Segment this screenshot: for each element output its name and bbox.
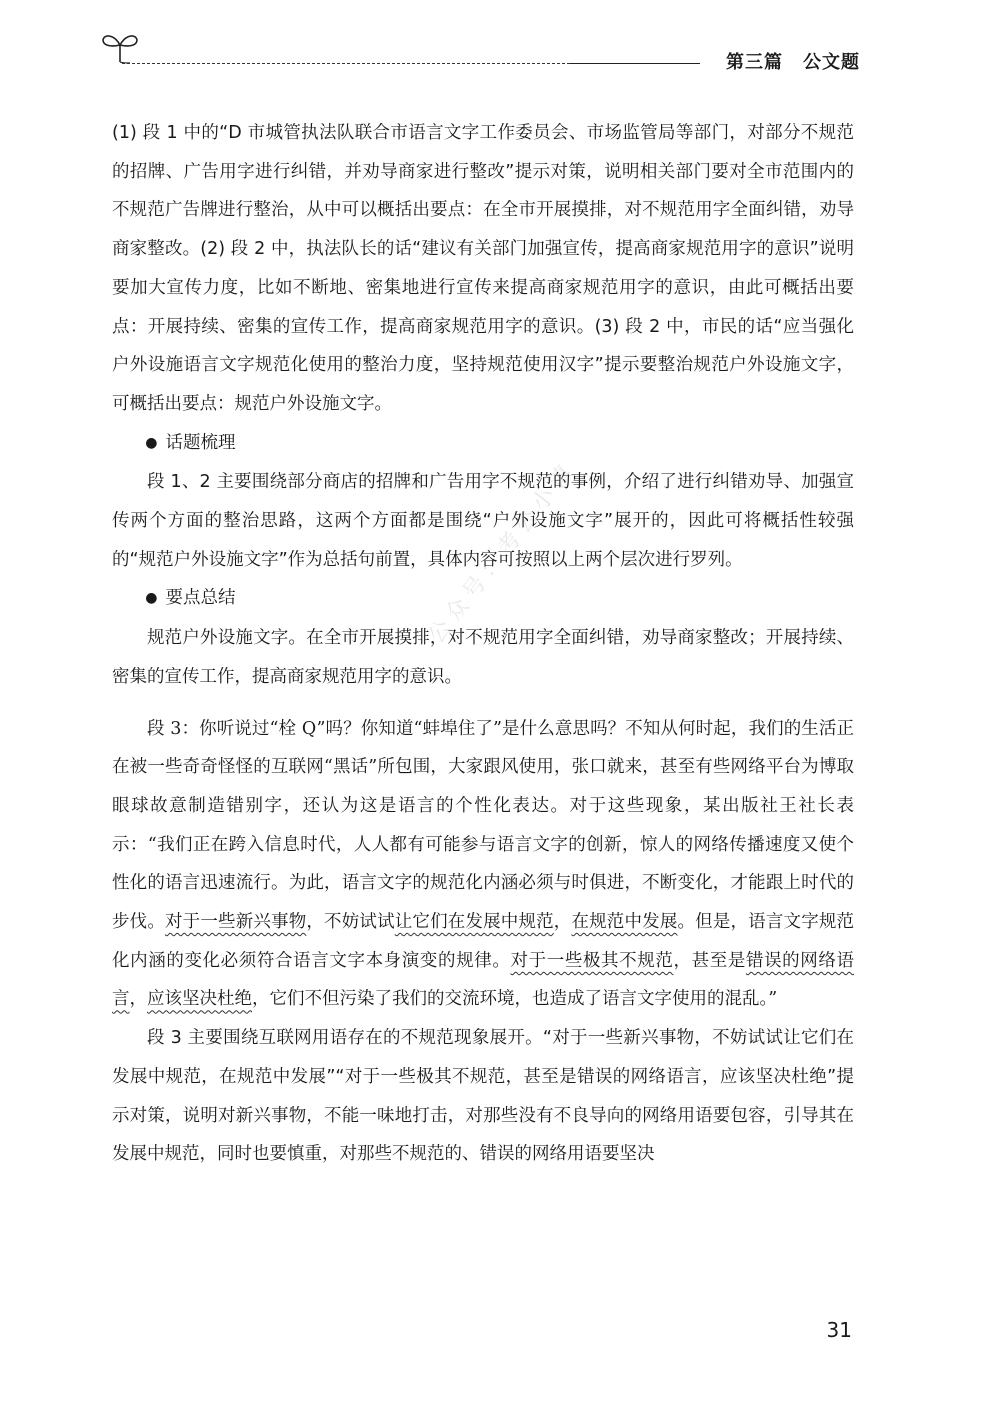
underlined-phrase: 对于一些新兴事物: [165, 912, 307, 933]
underlined-phrase: 对于一些极其不规范: [510, 950, 674, 971]
sprout-icon: [100, 30, 140, 64]
material-text: 段 3：你听说过“栓 Q”吗？你知道“蚌埠住了”是什么意思吗？不知从何时起，我们的生活正在被一些奇奇怪怪的互联网“黑话”所包围，大家跟风使用，张口就来，甚至有些网络平台为博取眼球故意制造错别字，还认为这是语言的个性化表达。对于这些现象，某出版社王社长表示：“我们正在跨入信息时代，人人都有可能参与语言文字的创新，惊人的网络传播速度又使个性化的语言迅速流行。为此，语言文字的规范化内涵必须与时俱进，不断变化，才能跟上时代的步伐。: [112, 718, 854, 933]
material-text: ，它们不但污染了我们的交流环境，也造成了语言文字使用的混乱。”: [252, 989, 778, 1010]
header-title: [726, 48, 860, 74]
material-text: ，: [553, 912, 572, 933]
watermark: 公众号：考公小镇: [423, 456, 582, 649]
header-solid-rule: [570, 63, 700, 64]
page-number: 31: [826, 1318, 852, 1342]
material-text: ，: [129, 989, 147, 1010]
material-text: 。但是，语言文字规范化内涵的变化必须符合语言文字本身演变的规律。: [112, 912, 855, 971]
topic-sorting-heading: ● 话题梳理: [112, 424, 854, 464]
page-header: [100, 30, 860, 80]
underlined-phrase: 让它们在发展中规范: [394, 912, 554, 933]
summary-heading: ● 要点总结: [112, 579, 854, 619]
material-paragraph: [112, 710, 854, 1020]
page-content: [112, 114, 854, 1174]
material-text: ，甚至是: [673, 950, 746, 971]
material-text: ，不妨试试: [306, 912, 395, 933]
topic-sorting-paragraph: 段 1、2 主要围绕部分商店的招牌和广告用字不规范的事例，介绍了进行纠错劝导、加强宣传两个方面的整治思路，这两个方面都是围绕“户外设施文字”展开的，因此可将概括性较强的“规范户外设施文字”作为总括句前置，具体内容可按照以上两个层次进行罗列。: [112, 472, 855, 570]
analysis-paragraph: (1) 段 1 中的“D 市城管执法队联合市语言文字工作委员会、市场监管局等部门，对部分不规范的招牌、广告用字进行纠错，并劝导商家进行整改”提示对策，说明相关部门要对全市范围内的不规范广告牌进行整治，从中可以概括出要点：在全市开展摸排，对不规范用字全面纠错，劝导商家整改。(2) 段 2 中，执法队长的话“建议有关部门加强宣传，提高商家规范用字的意识”说明要加大宣传力度，比如不断地、密集地进行宣传来提高商家规范用字的意识，由此可概括出要点：开展持续、密集的宣传工作，提高商家规范用字的意识。(3) 段 2 中，市民的话“应当强化户外设施语言文字规范化使用的整治力度，坚持规范使用汉字”提示要整治规范户外设施文字，可概括出要点：规范户外设施文字。: [112, 123, 854, 414]
header-section: 公文题: [803, 52, 860, 73]
underlined-phrase: 在规范中发展: [571, 912, 678, 933]
underlined-phrase: 应该坚决杜绝: [147, 989, 252, 1010]
underlined-phrase: 错误的网络语言: [112, 950, 855, 1010]
header-part: 第三篇: [726, 52, 783, 73]
analysis2-paragraph: 段 3 主要围绕互联网用语存在的不规范现象展开。“对于一些新兴事物，不妨试试让它们在发展中规范，在规范中发展”“对于一些极其不规范，甚至是错误的网络语言，应该坚决杜绝”提示对策，说明对新兴事物，不能一味地打击，对那些没有不良导向的网络用语要包容，引导其在发展中规范，同时也要慎重，对那些不规范的、错误的网络用语要坚决: [112, 1028, 854, 1165]
summary-paragraph: 规范户外设施文字。在全市开展摸排，对不规范用字全面纠错，劝导商家整改；开展持续、密集的宣传工作，提高商家规范用字的意识。: [112, 628, 854, 687]
